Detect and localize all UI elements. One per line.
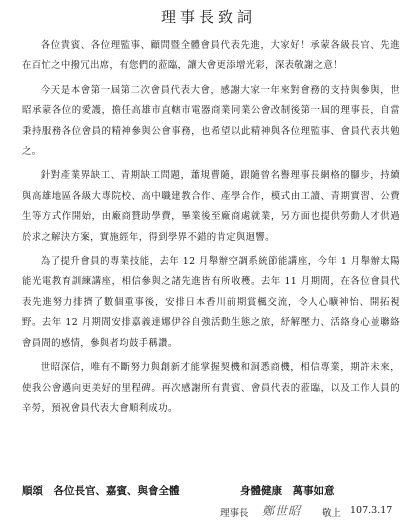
closing-line-2: 身體健康 萬事如意 (240, 485, 335, 497)
paragraph: 各位貴賓、各位理監事、顧問暨全體會員代表先進，大家好！承蒙各級長官、先進在百忙之中撥冗出席，有您們的蒞臨，讓大會更添增光彩，深表敬謝之意！ (22, 40, 400, 72)
signature-name: 鄭世昭 (262, 504, 302, 518)
closing-line-1: 順頌 各位長官、嘉賓、與會全體 (22, 485, 180, 497)
paragraph: 今天是本會第一屆第二次會員代表大會，感謝大家一年來對會務的支持與參與，世昭承蒙各位的愛護，擔任高雄市直轄市電器商業同業公會改制後第一屆的理事長，自當秉持服務各位會員的精神參與公會事務，也希望以此精神與各位理監事、會員代表共勉之。 (22, 84, 400, 158)
signature-respect: 敬上 (322, 508, 342, 519)
signature-date: 107.3.17 (350, 505, 393, 516)
speech-body (22, 36, 400, 423)
paragraph: 世昭深信，唯有不斷努力與創新才能掌握契機和洞悉商機，相信專業，期許未來，使我公會邁向更美好的里程碑。再次感謝所有貴賓、會員代表的蒞臨，以及工作人員的辛勞，預祝會員代表大會順利成功。 (22, 362, 400, 414)
paragraph: 為了提升會員的專業技能，去年 12 月舉辦空調系統節能講座，今年 1 月舉辦太陽能光電教育訓練講座，相信參與之諸先進皆有所收穫。去年 11 月期間，在各位會員代表先進努力排擠了數個重事後，安排日本香川前期賞楓交流，令人心曠神怡、開拓視野。去年 12 月期間安排嘉義達娜伊谷自強活動生態之旅，紓解壓力、活絡身心並聯絡會員間的感情，參與者均鼓手稱讚。 (22, 256, 400, 349)
page-title: 理事長致詞 (160, 8, 256, 26)
signature-role: 理事長 (220, 508, 249, 519)
paragraph: 針對產業界缺工、青期缺工問題，蕭規曹隨，跟隨曾名譽理事長網格的腳步，持續與高雄地區各級大專院校、高中職建教合作、產學合作，模式由工讀、青期實習、公費生等方式作開始，由廠商贊助學費，畢業後至廠商處就業，另方面也提供勞動人才供過於求之解決方案，實施經年，得到學界不錯的肯定與迴響。 (22, 170, 400, 243)
